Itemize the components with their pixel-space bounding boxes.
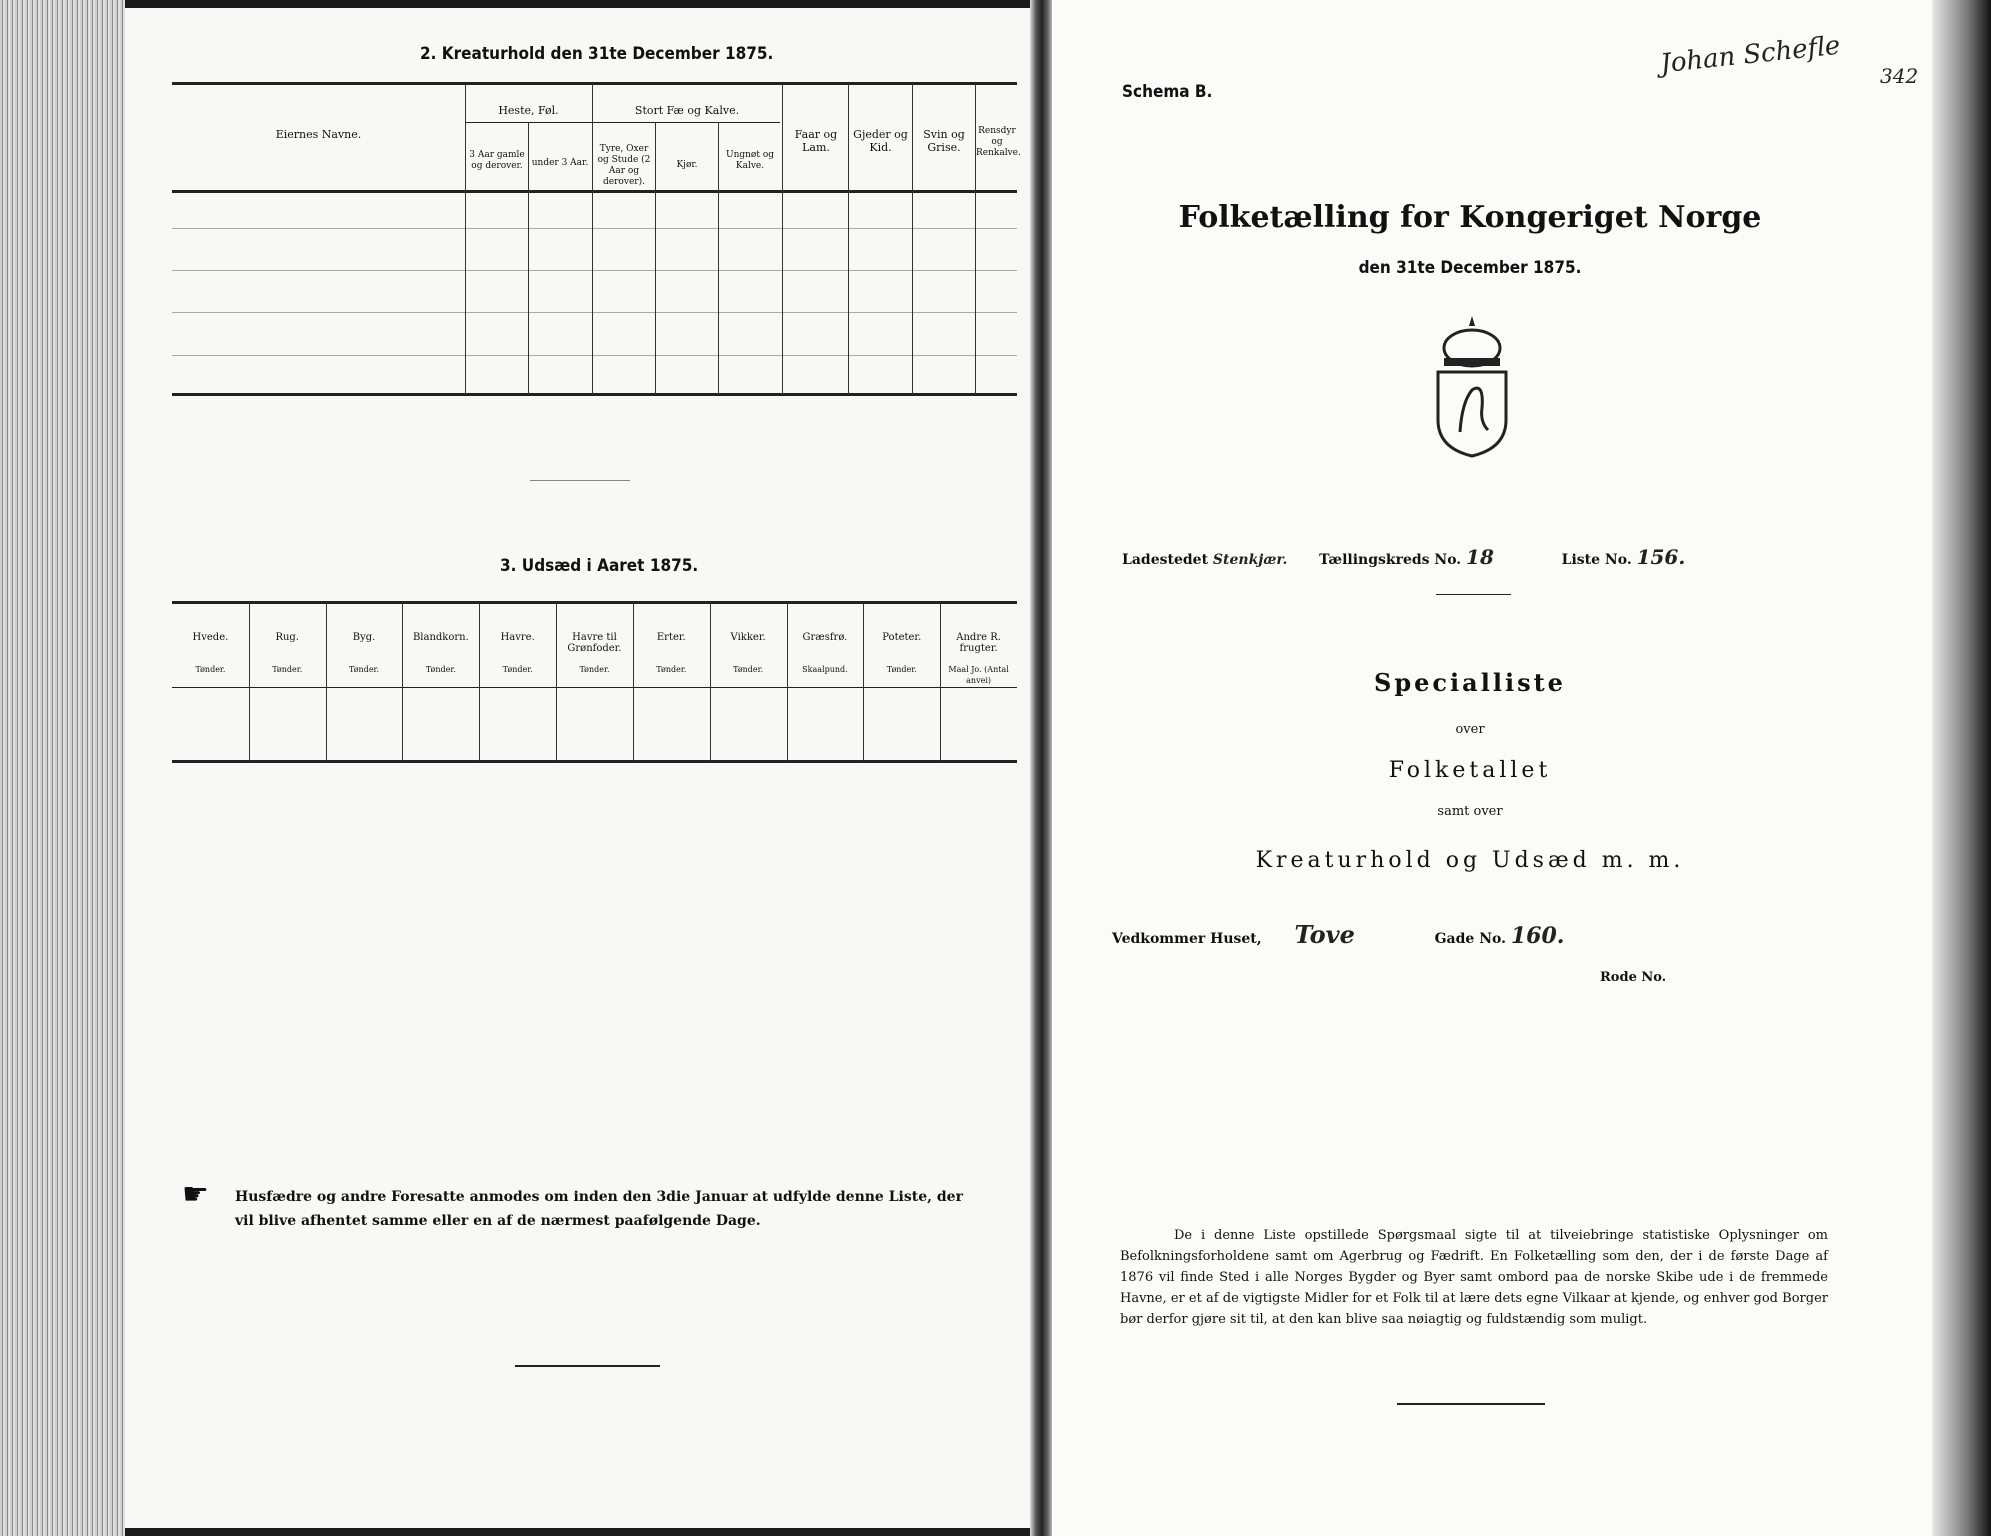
- table3-col-unit: Tønder.: [579, 665, 610, 674]
- table3-col-header: Vikker.: [730, 632, 766, 643]
- table3-col-header: Havre til Grønfoder.: [567, 632, 622, 654]
- specialliste-heading: Specialliste: [1374, 668, 1566, 697]
- rode-label: Rode No.: [1600, 970, 1667, 985]
- table3-col-header: Græsfrø.: [802, 632, 848, 643]
- table3-col-unit: Tønder.: [656, 665, 687, 674]
- schema-label: Schema B.: [1122, 82, 1213, 102]
- owner-names-header: Eiernes Navne.: [275, 128, 362, 141]
- svin-header: Svin og Grise.: [923, 128, 965, 154]
- table2-row-rule: [172, 355, 1017, 356]
- sub-kjor-header: Kjør.: [676, 160, 698, 170]
- liste-label: Liste No.: [1561, 552, 1632, 568]
- table3-header-rule: [172, 687, 1017, 688]
- table3-col-rule: [402, 603, 403, 761]
- table2-header-rule: [172, 190, 1017, 193]
- page-edge-stack: [0, 0, 125, 1536]
- table2-row-rule: [172, 270, 1017, 271]
- table3-col-rule: [633, 603, 634, 761]
- rensdyr-header: Rensdyr og Renkalve.: [976, 126, 1021, 158]
- table3-col-header: Andre R. frugter.: [956, 632, 1001, 654]
- subtitle-date: den 31te December 1875.: [1358, 258, 1582, 278]
- table3-top-rule: [172, 601, 1017, 604]
- table3-col-rule: [326, 603, 327, 761]
- table3-col-rule: [863, 603, 864, 761]
- table3-col-header: Erter.: [656, 632, 686, 643]
- location-line: [1122, 545, 1782, 569]
- bottom-divider-right: [1397, 1403, 1545, 1405]
- table3-col-unit: Tønder.: [349, 665, 380, 674]
- table2-row-rule: [172, 312, 1017, 313]
- table3-col-header: Rug.: [275, 632, 299, 643]
- huset-label: Vedkommer Huset,: [1112, 931, 1262, 947]
- table3-col-unit: Skaalpund.: [802, 665, 848, 674]
- book-spine: [1030, 0, 1054, 1536]
- folketallet-heading: Folketallet: [1388, 758, 1552, 783]
- table3-col-unit: Tønder.: [272, 665, 303, 674]
- pointing-hand-icon: ☛: [182, 1177, 209, 1212]
- table2-col-rule: [465, 84, 466, 394]
- divider-under-location: [1436, 594, 1511, 595]
- kreaturhold-heading: Kreaturhold og Udsæd m. m.: [1255, 848, 1685, 873]
- table3-col-header: Blandkorn.: [412, 632, 469, 643]
- table3-col-header: Byg.: [352, 632, 376, 643]
- table3-col-header: Hvede.: [192, 632, 229, 643]
- section3-title: 3. Udsæd i Aaret 1875.: [500, 556, 699, 576]
- page-shadow-right: [1932, 0, 1991, 1536]
- table3-col-unit: Tønder.: [425, 665, 456, 674]
- kreds-label: Tællingskreds No.: [1319, 552, 1462, 568]
- table2-col-rule: [782, 84, 783, 394]
- table3-bottom-rule: [172, 760, 1017, 763]
- table3-col-unit: Maal Jo. (Antal anvei): [948, 665, 1009, 685]
- ladested-label: Ladestedet: [1122, 552, 1209, 568]
- stort-fae-header: Stort Fæ og Kalve.: [634, 104, 740, 117]
- gade-label: Gade No.: [1434, 931, 1506, 947]
- kreds-value: 18: [1466, 545, 1494, 569]
- table2-subheader-rule: [465, 122, 780, 123]
- table2-col-rule: [592, 84, 593, 394]
- table3-col-unit: Tønder.: [733, 665, 764, 674]
- table3-col-unit: Tønder.: [886, 665, 917, 674]
- page-number: 342: [1880, 64, 1919, 88]
- table3-col-rule: [556, 603, 557, 761]
- sub-ungnot-header: Ungnøt og Kalve.: [725, 150, 774, 171]
- decorative-divider: [530, 480, 630, 481]
- sub-3aar-header: 3 Aar gamle og derover.: [469, 150, 525, 171]
- section2-title: 2. Kreaturhold den 31te December 1875.: [420, 44, 774, 64]
- heste-header: Heste, Føl.: [498, 104, 559, 117]
- signature: Johan Schefle: [1658, 30, 1842, 80]
- table2-row-rule: [172, 228, 1017, 229]
- house-line: [1112, 920, 1812, 949]
- gade-value: 160.: [1510, 923, 1565, 949]
- faar-header: Faar og Lam.: [794, 128, 838, 154]
- sub-tyre-header: Tyre, Oxer og Stude (2 Aar og derover).: [597, 144, 651, 187]
- bottom-divider-left: [515, 1365, 660, 1367]
- coat-of-arms-icon: [1432, 312, 1512, 460]
- table3-col-rule: [479, 603, 480, 761]
- ladested-value: Stenkjær.: [1212, 552, 1288, 568]
- table3-col-rule: [787, 603, 788, 761]
- table3-col-header: Poteter.: [882, 632, 922, 643]
- table3-col-unit: Tønder.: [502, 665, 533, 674]
- over-text: over: [1455, 722, 1485, 737]
- notice-text: Husfædre og andre Foresatte anmodes om inden den 3die Januar at udfylde denne Liste, der vil blive afhentet samme eller en af de nærmest paafølgende Dage.: [235, 1189, 963, 1229]
- table2-top-rule: [172, 82, 1017, 85]
- table3-col-rule: [249, 603, 250, 761]
- samt-over-text: samt over: [1437, 804, 1503, 819]
- huset-value: Tove: [1294, 920, 1355, 949]
- left-page: [95, 8, 1040, 1528]
- sub-under3-header: under 3 Aar.: [531, 158, 589, 168]
- table3-col-rule: [710, 603, 711, 761]
- table3-col-unit: Tønder.: [195, 665, 226, 674]
- main-title: Folketælling for Kongeriget Norge: [1178, 200, 1762, 235]
- intro-paragraph: De i denne Liste opstillede Spørgsmaal sigte til at tilveiebringe statistiske Oplysninger om Befolkningsforholdene samt om Agerbrug og Fædrift. En Folketælling som den, der i de første Dage af 1876 vil finde Sted i alle Norges Bygder og Byer samt ombord paa de norske Skibe ude i de fremmede Havne, er et af de vigtigste Midler for et Folk til at lære dets egne Vilkaar at kjende, og enhver god Borger bør derfor gjøre sit til, at den kan blive saa nøiagtig og fuldstændig som muligt.: [1120, 1228, 1828, 1327]
- table2-bottom-rule: [172, 393, 1017, 396]
- gjeder-header: Gjeder og Kid.: [853, 128, 908, 154]
- liste-value: 156.: [1636, 545, 1686, 569]
- table3-col-header: Havre.: [500, 632, 535, 643]
